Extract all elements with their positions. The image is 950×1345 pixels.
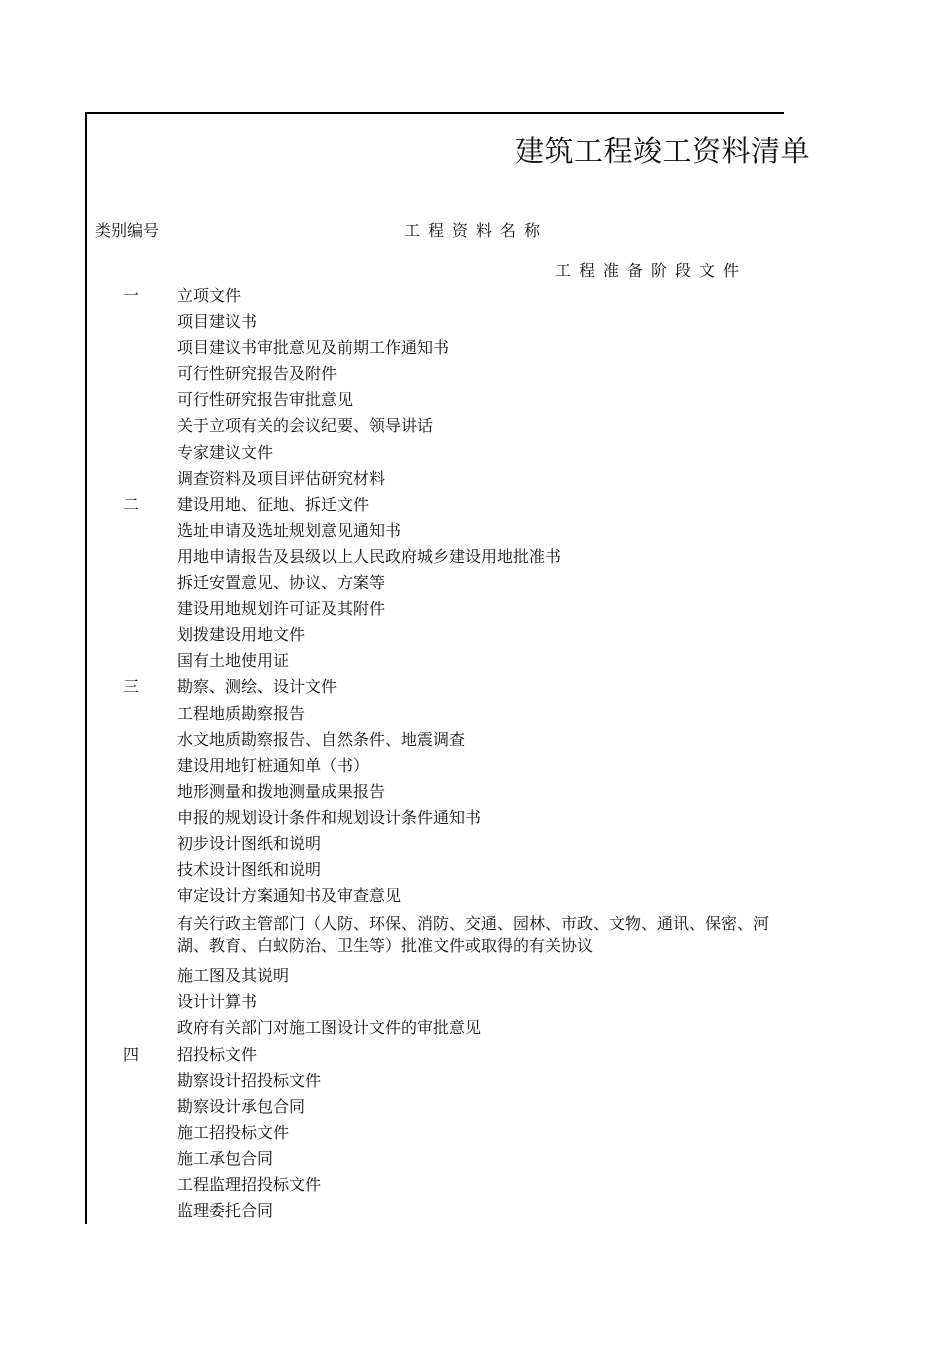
document-name: 选址申请及选址规划意见通知书 — [177, 520, 402, 540]
list-item — [87, 727, 787, 753]
document-name: 项目建议书 — [177, 312, 258, 332]
document-name: 申报的规划设计条件和规划设计条件通知书 — [177, 807, 482, 827]
list-item — [87, 544, 787, 570]
document-name: 设计计算书 — [177, 992, 258, 1012]
list-item — [87, 413, 787, 439]
document-name: 项目建议书审批意见及前期工作通知书 — [177, 338, 450, 358]
category-number: 三 — [123, 677, 140, 697]
document-name: 有关行政主管部门（人防、环保、消防、交通、园林、市政、文物、通讯、保密、河湖、教育、白蚁防治、卫生等）批准文件或取得的有关协议 — [177, 914, 770, 956]
list-item — [87, 518, 787, 544]
document-name: 审定设计方案通知书及审查意见 — [177, 886, 402, 906]
document-name: 调查资料及项目评估研究材料 — [177, 468, 386, 488]
category-number: 四 — [123, 1044, 140, 1064]
section-title: 勘察、测绘、设计文件 — [177, 677, 338, 697]
stage-title: 工程准备阶段文件 — [555, 261, 748, 280]
document-name: 建设用地规划许可证及其附件 — [177, 599, 386, 619]
list-item — [87, 989, 787, 1015]
section-row — [87, 674, 787, 700]
document-name: 施工图及其说明 — [177, 966, 290, 986]
document-name: 监理委托合同 — [177, 1201, 274, 1221]
document-name: 可行性研究报告及附件 — [177, 364, 338, 384]
document-name: 施工承包合同 — [177, 1148, 274, 1168]
document-name: 工程地质勘察报告 — [177, 703, 306, 723]
list-item — [87, 909, 787, 963]
document-name: 关于立项有关的会议纪要、领导讲话 — [177, 416, 434, 436]
document-name: 专家建议文件 — [177, 442, 274, 462]
section-row — [87, 283, 787, 309]
list-item — [87, 1172, 787, 1198]
document-name: 水文地质勘察报告、自然条件、地震调查 — [177, 729, 466, 749]
category-number: 一 — [123, 286, 140, 305]
document-name: 可行性研究报告审批意见 — [177, 390, 354, 410]
document-name: 用地申请报告及县级以上人民政府城乡建设用地批准书 — [177, 546, 562, 566]
list-item — [87, 779, 787, 805]
list-item — [87, 1068, 787, 1094]
section-title: 立项文件 — [177, 286, 242, 305]
list-item — [87, 596, 787, 622]
document-title: 建筑工程竣工资料清单 — [515, 134, 811, 168]
list-item — [87, 883, 787, 909]
list-item — [87, 857, 787, 883]
document-name: 划拨建设用地文件 — [177, 625, 306, 645]
list-item — [87, 335, 787, 361]
category-number: 二 — [123, 494, 140, 514]
list-item — [87, 1120, 787, 1146]
top-border — [85, 112, 784, 114]
list-item — [87, 387, 787, 413]
document-list — [87, 283, 787, 1224]
list-item — [87, 1198, 787, 1224]
document-name: 地形测量和拨地测量成果报告 — [177, 781, 386, 801]
list-item — [87, 440, 787, 466]
document-name: 技术设计图纸和说明 — [177, 860, 322, 880]
column-header-category-code: 类别编号 — [95, 221, 160, 240]
list-item — [87, 570, 787, 596]
document-name: 施工招投标文件 — [177, 1122, 290, 1142]
list-item — [87, 466, 787, 492]
list-item — [87, 309, 787, 335]
list-item — [87, 963, 787, 989]
list-item — [87, 622, 787, 648]
document-name: 政府有关部门对施工图设计文件的审批意见 — [177, 1018, 482, 1038]
section-row — [87, 492, 787, 518]
document-name: 初步设计图纸和说明 — [177, 833, 322, 853]
document-name: 拆迁安置意见、协议、方案等 — [177, 573, 386, 593]
section-title: 建设用地、征地、拆迁文件 — [177, 494, 370, 514]
column-header-document-name: 工程资料名称 — [404, 221, 549, 240]
list-item — [87, 753, 787, 779]
list-item — [87, 831, 787, 857]
document-name: 工程监理招投标文件 — [177, 1175, 322, 1194]
list-item — [87, 1094, 787, 1120]
document-name: 国有土地使用证 — [177, 651, 290, 671]
section-row — [87, 1042, 787, 1068]
list-item — [87, 701, 787, 727]
list-item — [87, 1146, 787, 1172]
document-name: 建设用地钉桩通知单（书） — [177, 755, 370, 775]
list-item — [87, 648, 787, 674]
section-title: 招投标文件 — [177, 1044, 258, 1064]
list-item — [87, 361, 787, 387]
list-item — [87, 805, 787, 831]
list-item — [87, 1015, 787, 1041]
document-name: 勘察设计承包合同 — [177, 1096, 306, 1116]
document-name: 勘察设计招投标文件 — [177, 1070, 322, 1090]
